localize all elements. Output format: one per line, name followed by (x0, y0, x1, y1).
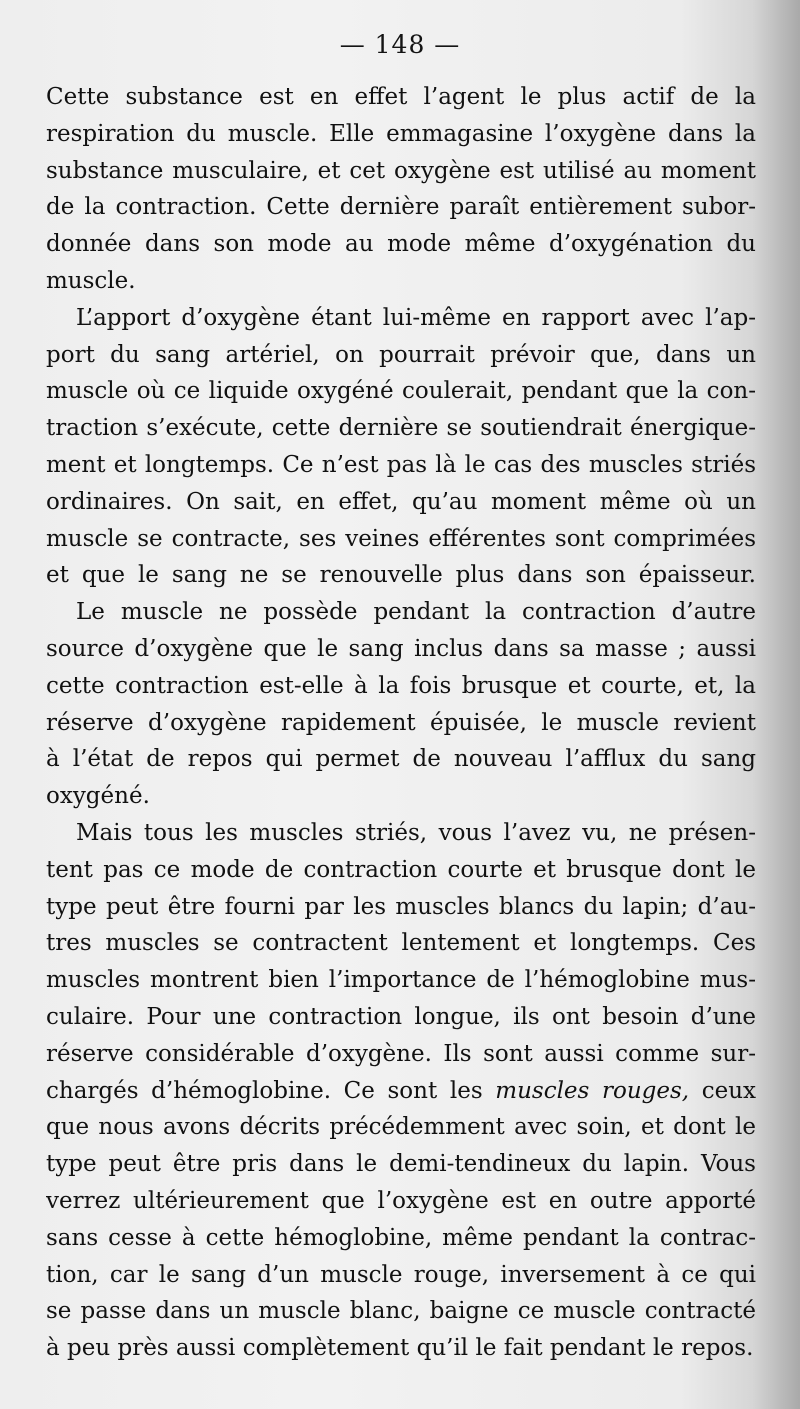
text-line: se passe dans un muscle blanc, baigne ce muscle contracté (46, 1298, 756, 1325)
page-number: — 148 — (339, 30, 461, 59)
text-line: ment et longtemps. Ce n’est pas là le cas des muscles striés (46, 451, 756, 478)
text-line: type peut être fourni par les muscles blancs du lapin; d’au- (46, 893, 756, 920)
text-line: muscles montrent bien l’importance de l’hémoglobine mus- (46, 967, 756, 994)
text-line: muscle. (46, 267, 136, 294)
text-line: à l’état de repos qui permet de nouveau l’afflux du sang (46, 746, 756, 773)
body-text (46, 79, 756, 1367)
text-line: de la contraction. Cette dernière paraît entièrement subor- (46, 194, 756, 221)
text-line: réserve d’oxygène rapidement épuisée, le muscle revient (46, 709, 756, 736)
text-line: que nous avons décrits précédemment avec soin, et dont le (46, 1114, 756, 1141)
text-line: respiration du muscle. Elle emmagasine l’oxygène dans la (46, 120, 756, 147)
text-line: culaire. Pour une contraction longue, ils ont besoin d’une (46, 1003, 756, 1030)
text-line: cette contraction est-elle à la fois brusque et courte, et, la (46, 672, 756, 699)
italic-term: muscles rouges, (495, 1077, 690, 1104)
text-line: donnée dans son mode au mode même d’oxygénation du (46, 231, 756, 258)
text-line: Le muscle ne possède pendant la contraction d’autre (76, 599, 756, 626)
text-segment: ceux (701, 1077, 756, 1104)
text-line: oxygéné. (46, 783, 150, 810)
text-line (46, 1073, 756, 1110)
text-line: sans cesse à cette hémoglobine, même pendant la contrac- (46, 1224, 756, 1251)
text-segment: chargés d’hémoglobine. Ce sont les (46, 1077, 483, 1104)
text-line: muscle où ce liquide oxygéné coulerait, pendant que la con- (46, 378, 756, 405)
text-line: tion, car le sang d’un muscle rouge, inversement à ce qui (46, 1261, 756, 1288)
text-line: Mais tous les muscles striés, vous l’avez vu, ne présen- (76, 819, 756, 846)
text-line: muscle se contracte, ses veines efférentes sont comprimées (46, 525, 756, 552)
text-line: substance musculaire, et cet oxygène est utilisé au moment (46, 157, 756, 184)
text-line: tent pas ce mode de contraction courte et brusque dont le (46, 856, 756, 883)
text-line: traction s’exécute, cette dernière se soutiendrait énergique- (46, 415, 756, 442)
text-line: verrez ultérieurement que l’oxygène est en outre apporté (46, 1187, 756, 1214)
text-line: réserve considérable d’oxygène. Ils sont aussi comme sur- (46, 1040, 756, 1067)
text-line: type peut être pris dans le demi-tendineux du lapin. Vous (46, 1151, 756, 1178)
text-line: source d’oxygène que le sang inclus dans sa masse ; aussi (46, 635, 756, 662)
text-line: ordinaires. On sait, en effet, qu’au moment même où un (46, 488, 756, 515)
text-line: à peu près aussi complètement qu’il le fait pendant le repos. (46, 1335, 754, 1362)
text-line: L’apport d’oxygène étant lui-même en rapport avec l’ap- (76, 304, 756, 331)
text-line: Cette substance est en effet l’agent le plus actif de la (46, 84, 756, 110)
text-line: port du sang artériel, on pourrait prévoir que, dans un (46, 341, 756, 368)
text-line: tres muscles se contractent lentement et longtemps. Ces (46, 930, 756, 957)
text-line: et que le sang ne se renouvelle plus dans son épaisseur. (46, 562, 756, 589)
